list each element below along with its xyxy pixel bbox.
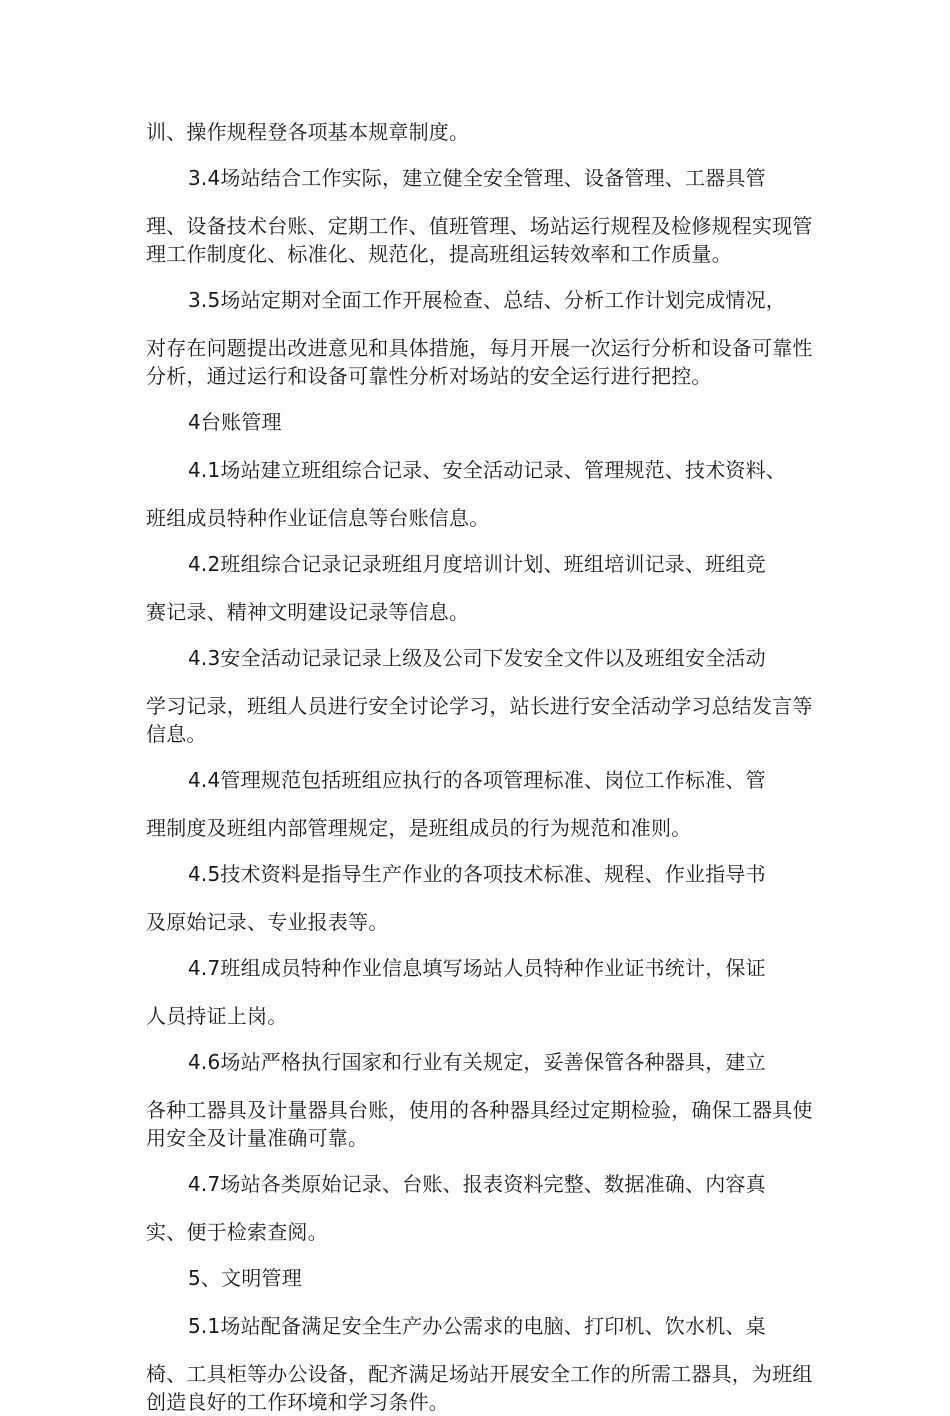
paragraph-4-4-first-line: 4.4管理规范包括班组应执行的各项管理标准、岗位工作标准、管 bbox=[188, 768, 766, 792]
paragraph-continuation: 训、操作规程登各项基本规章制度。 bbox=[146, 120, 470, 144]
paragraph-4-1-rest: 班组成员特种作业证信息等台账信息。 bbox=[146, 506, 490, 530]
paragraph-4-4-rest: 理制度及班组内部管理规定，是班组成员的行为规范和准则。 bbox=[146, 816, 692, 840]
paragraph-4-7a-first-line: 4.7班组成员特种作业信息填写场站人员特种作业证书统计，保证 bbox=[188, 956, 766, 980]
paragraph-4-5-rest: 及原始记录、专业报表等。 bbox=[146, 910, 389, 934]
paragraph-4-7a-rest: 人员持证上岗。 bbox=[146, 1004, 288, 1028]
paragraph-3-4-first-line: 3.4场站结合工作实际，建立健全安全管理、设备管理、工器具管 bbox=[188, 166, 766, 190]
paragraph-3-5-first-line: 3.5场站定期对全面工作开展检查、总结、分析工作计划完成情况， bbox=[188, 288, 787, 312]
paragraph-4-5-first-line: 4.5技术资料是指导生产作业的各项技术标准、规程、作业指导书 bbox=[188, 862, 766, 886]
paragraph-3-4-rest: 理、设备技术台账、定期工作、值班管理、场站运行规程及检修规程实现管理工作制度化、标准化、规范化，提高班组运转效率和工作质量。 bbox=[146, 214, 813, 266]
paragraph-5-1-first-line: 5.1场站配备满足安全生产办公需求的电脑、打印机、饮水机、桌 bbox=[188, 1314, 766, 1338]
paragraph-4-3-first-line: 4.3安全活动记录记录上级及公司下发安全文件以及班组安全活动 bbox=[188, 646, 766, 670]
paragraph-4-2-rest: 赛记录、精神文明建设记录等信息。 bbox=[146, 600, 470, 624]
paragraph-4-3-rest: 学习记录，班组人员进行安全讨论学习，站长进行安全活动学习总结发言等信息。 bbox=[146, 694, 813, 746]
paragraph-5-1-rest: 椅、工具柜等办公设备，配齐满足场站开展安全工作的所需工器具，为班组创造良好的工作环境和学习条件。 bbox=[146, 1362, 813, 1414]
paragraph-4-1-first-line: 4.1场站建立班组综合记录、安全活动记录、管理规范、技术资料、 bbox=[188, 458, 787, 482]
document-body bbox=[146, 118, 826, 1416]
paragraph-4-7b-rest: 实、便于检索查阅。 bbox=[146, 1220, 328, 1244]
paragraph-4-7b-first-line: 4.7场站各类原始记录、台账、报表资料完整、数据准确、内容真 bbox=[188, 1172, 766, 1196]
paragraph-4-6-first-line: 4.6场站严格执行国家和行业有关规定，妥善保管各种器具，建立 bbox=[188, 1050, 766, 1074]
paragraph-4-2-first-line: 4.2班组综合记录记录班组月度培训计划、班组培训记录、班组竞 bbox=[188, 552, 766, 576]
paragraph-3-5-rest: 对存在问题提出改进意见和具体措施，每月开展一次运行分析和设备可靠性分析，通过运行和设备可靠性分析对场站的安全运行进行把控。 bbox=[146, 336, 813, 388]
section-heading-5: 5、文明管理 bbox=[188, 1266, 302, 1290]
paragraph-4-6-rest: 各种工器具及计量器具台账，使用的各种器具经过定期检验，确保工器具使用安全及计量准确可靠。 bbox=[146, 1098, 813, 1150]
section-heading-4: 4台账管理 bbox=[188, 410, 282, 434]
